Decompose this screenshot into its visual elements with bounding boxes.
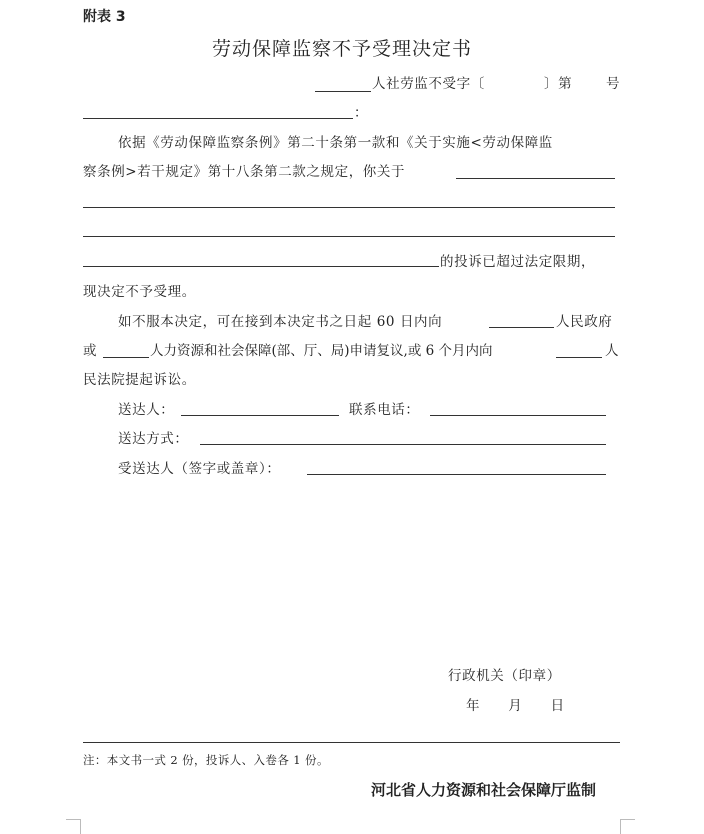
- recipient-blank[interactable]: [83, 118, 353, 119]
- server-label: 送达人：: [118, 402, 175, 418]
- phone-label: 联系电话：: [349, 402, 420, 418]
- footer-divider: [83, 742, 620, 743]
- department-blank[interactable]: [103, 357, 149, 358]
- docno-suffix: 号: [606, 76, 621, 92]
- phone-field[interactable]: [430, 415, 606, 416]
- receiver-label: 受送达人（签字或盖章）：: [118, 461, 281, 477]
- body-paragraph2-line2a: 或: [83, 343, 98, 359]
- seal-date: 年 月 日: [466, 698, 565, 714]
- body-paragraph1-line5: 现决定不予受理。: [83, 284, 196, 300]
- issuer-footer: 河北省人力资源和社会保障厅监制: [371, 781, 597, 799]
- body-paragraph2-line2c: 人: [605, 343, 620, 359]
- page-corner-mark-right: [620, 819, 635, 834]
- docno-prefix: 人社劳监不受字〔: [372, 76, 485, 92]
- document-title: 劳动保障监察不予受理决定书: [212, 38, 473, 60]
- method-field[interactable]: [200, 444, 606, 445]
- recipient-colon: ：: [354, 105, 369, 121]
- footnote: 注：本文书一式 2 份，投诉人、入卷各 1 份。: [83, 753, 329, 767]
- body-paragraph1-line1: 依据《劳动保障监察条例》第二十条第一款和《关于实施<劳动保障监: [118, 135, 553, 151]
- appendix-label: 附表 3: [83, 9, 126, 25]
- body-paragraph2-line2b: 人力资源和社会保障(部、厅、局)申请复议,或 6 个月内向: [150, 343, 493, 359]
- complaint-blank-2[interactable]: [83, 207, 615, 208]
- body-paragraph2-line1b: 人民政府: [556, 314, 613, 330]
- receiver-field[interactable]: [307, 474, 606, 475]
- body-paragraph1-line4-end: 的投诉已超过法定限期，: [440, 254, 596, 270]
- body-paragraph2-line3: 民法院提起诉讼。: [83, 372, 196, 388]
- page-corner-mark-left: [66, 819, 81, 834]
- method-label: 送达方式：: [118, 431, 189, 447]
- body-paragraph1-line2: 察条例>若干规定》第十八条第二款之规定，你关于: [83, 164, 406, 180]
- government-blank[interactable]: [489, 327, 554, 328]
- docno-prefix-blank[interactable]: [315, 91, 371, 92]
- agency-seal: 行政机关（印章）: [448, 668, 561, 684]
- complaint-blank-3[interactable]: [83, 236, 615, 237]
- server-field[interactable]: [181, 415, 339, 416]
- court-blank[interactable]: [556, 357, 602, 358]
- docno-close: 〕第: [544, 76, 573, 92]
- body-paragraph2-line1a: 如不服本决定，可在接到本决定书之日起 60 日内向: [118, 314, 443, 330]
- complaint-blank-1[interactable]: [456, 178, 615, 179]
- complaint-blank-4[interactable]: [83, 266, 439, 267]
